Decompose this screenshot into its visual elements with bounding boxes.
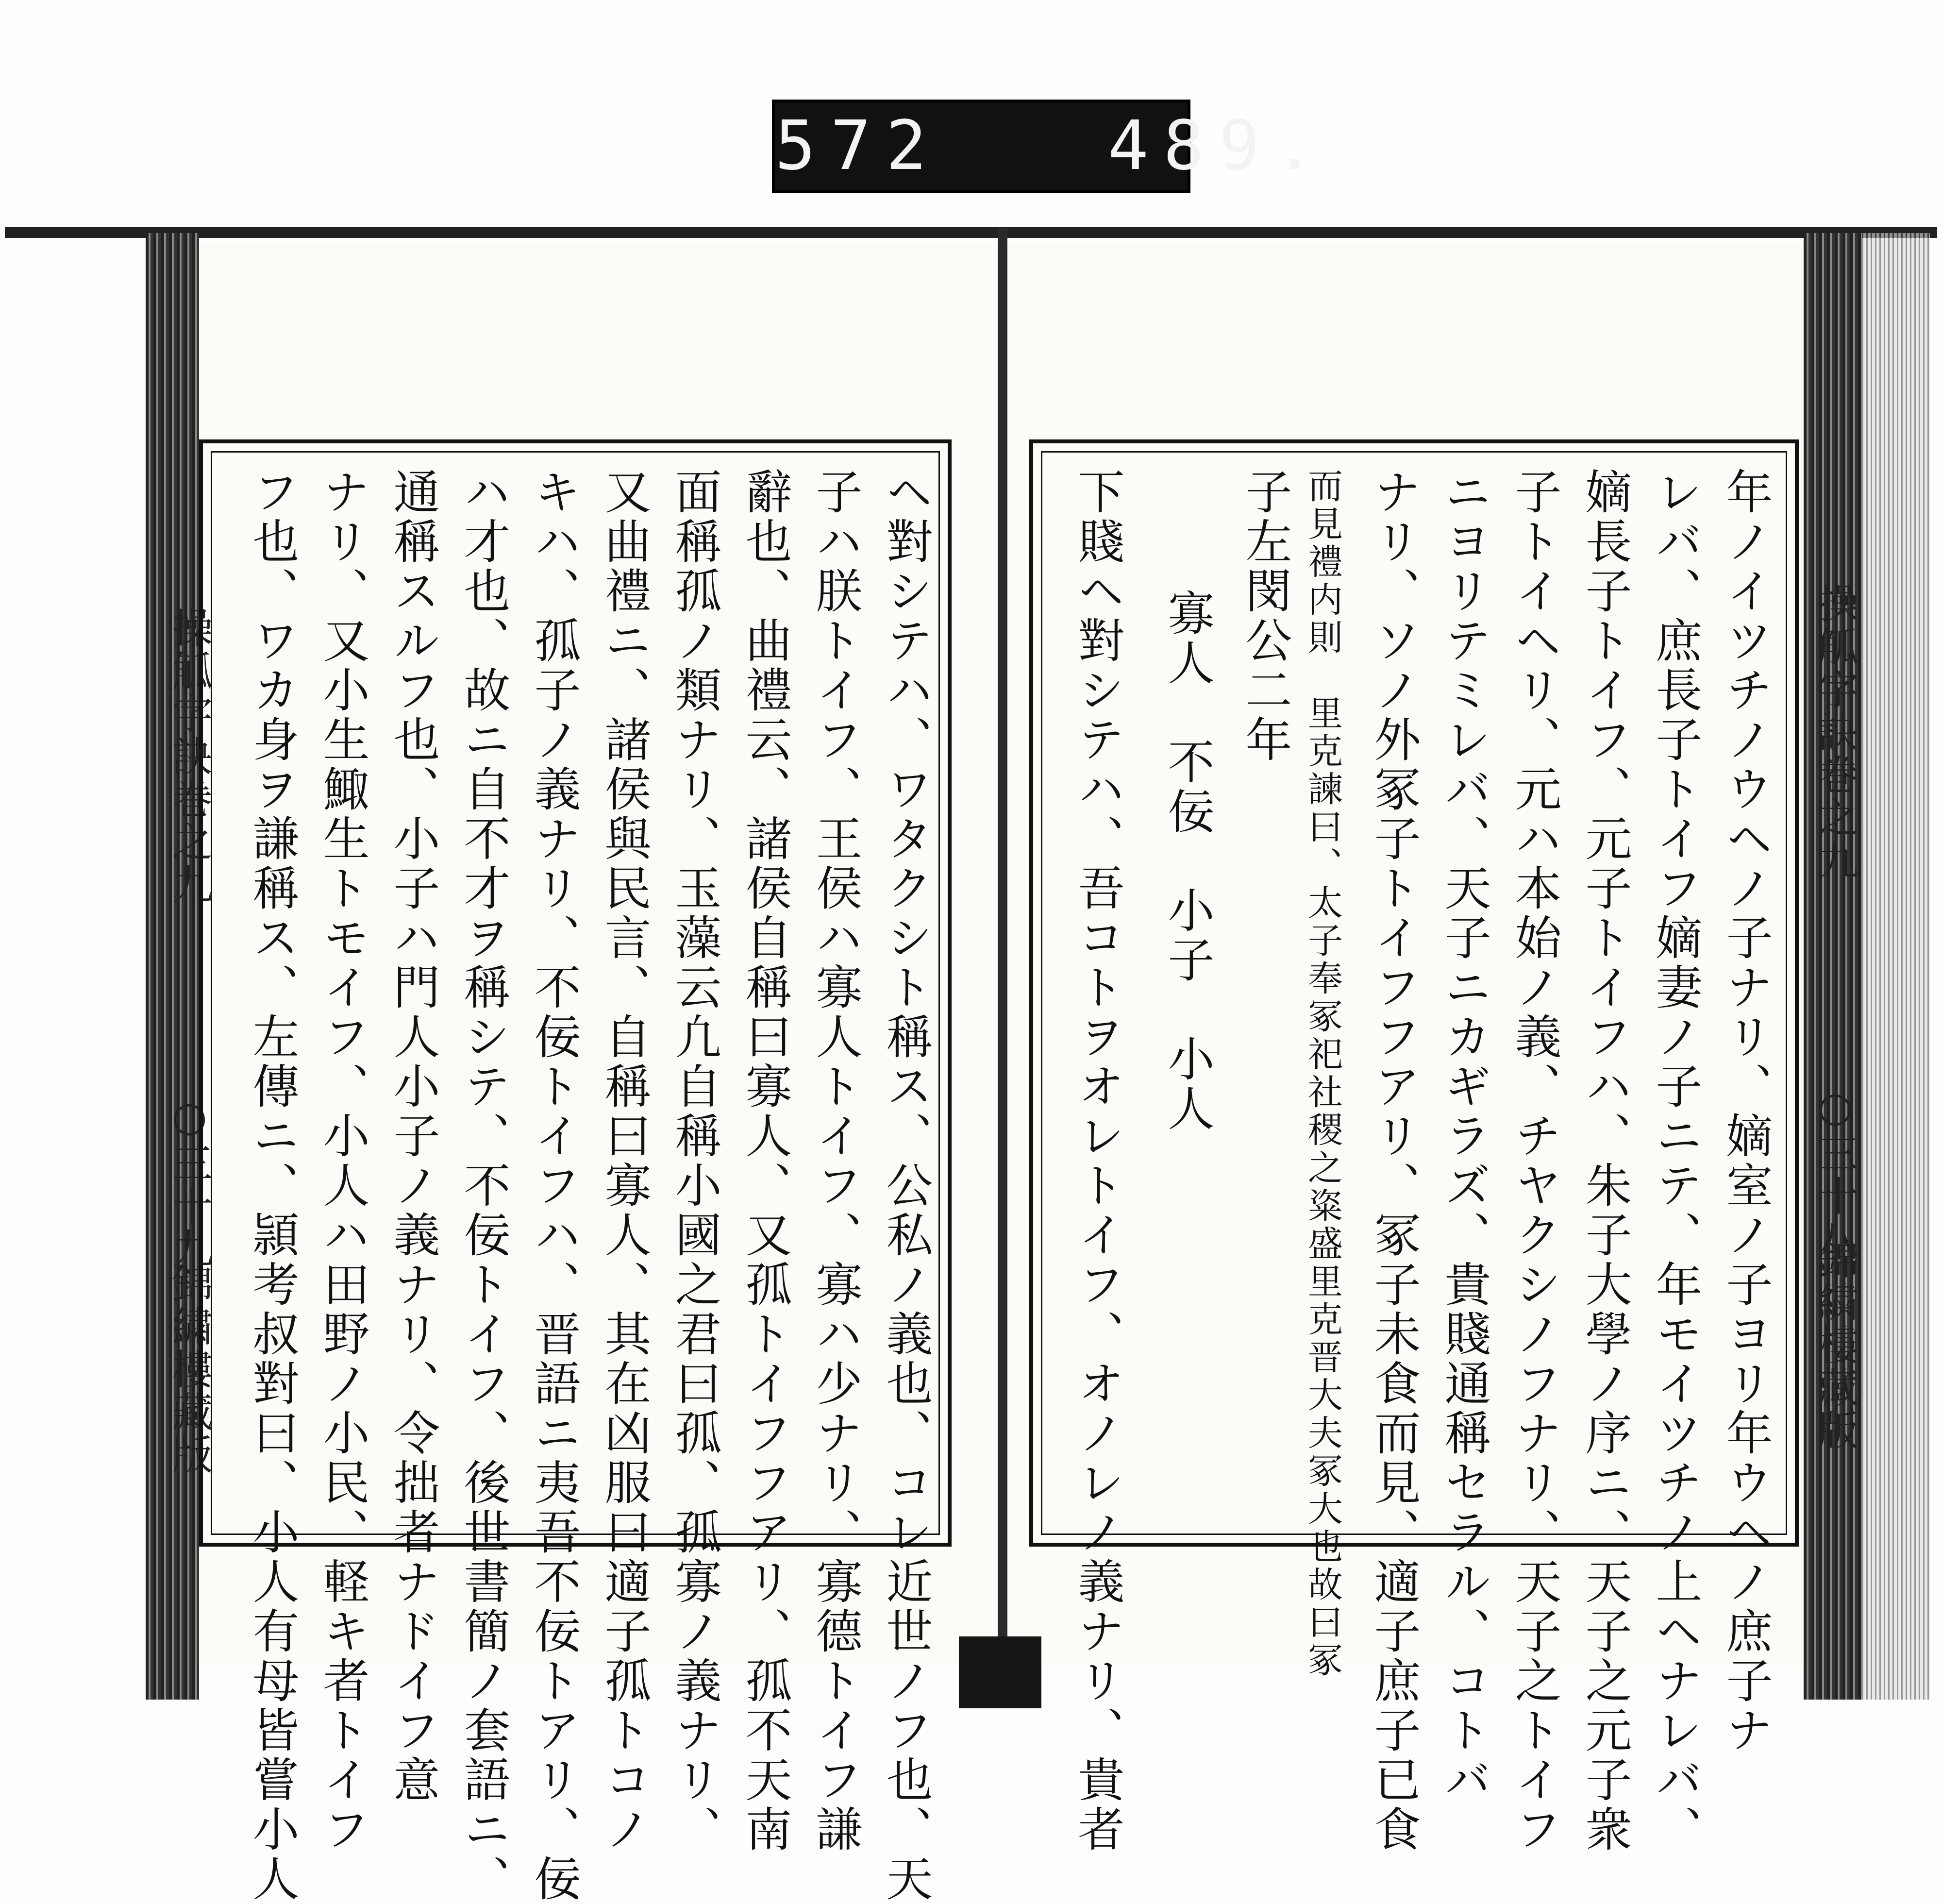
text-column: ナリ、ソノ外冢子トイフフアリ、冢子未食而見、適子庶子已食 (1367, 468, 1421, 1854)
text-column: ナリ、又小生鯫生トモイフ、小人ハ田野ノ小民、軽キ者トイフ (316, 468, 370, 1854)
text-column: 通稱スルフ也、小子ハ門人小子ノ義ナリ、令拙者ナドイフ意 (386, 468, 440, 1805)
text-column: キハ、孤子ノ義ナリ、不佞トイフハ、晋語ニ夷吾不佞トアリ、佞 (527, 468, 581, 1904)
text-column: ヘ對シテハ、ワタクシト稱ス、公私ノ義也、コレ近世ノフ也、天 (879, 468, 933, 1904)
left-margin-folio: ○三十九 (166, 1093, 213, 1270)
text-column: フ也、ワカ身ヲ謙稱ス、左傳ニ、頴考叔對曰、小人有母皆嘗小人 (245, 468, 300, 1904)
right-page-edge (1804, 233, 1862, 1700)
page-top-edge (5, 227, 1937, 238)
right-margin-folio: ○三十八 (1811, 1083, 1859, 1261)
left-margin-publisher: 錦繍樓藏版 (166, 1263, 213, 1476)
right-margin-title: 操觚字訣巻之九 (1811, 583, 1859, 882)
text-column: 子トイヘリ、元ハ本始ノ義、チヤクシノフナリ、天子之トイフ (1507, 468, 1562, 1854)
text-column: 嫡長子トイフ、元子トイフハ、朱子大學ノ序ニ、天子之元子衆 (1578, 468, 1632, 1854)
heading-column: 寡人 不佞 小子 小人 (1160, 589, 1215, 1134)
text-column: 面稱孤ノ類ナリ、玉藻云凢自稱小國之君曰孤、孤寡ノ義ナリ、 (668, 468, 722, 1854)
text-column: 子ハ朕トイフ、王侯ハ寡人トイフ、寡ハ少ナリ、寡德トイフ謙 (808, 468, 863, 1854)
left-text-frame (199, 439, 952, 1904)
text-column: ニヨリテミレバ、天子ニカギラズ、貴賤通稱セラル、コトバ (1437, 468, 1491, 1805)
right-margin-publisher: 錦繍樓藏版 (1811, 1238, 1859, 1452)
right-text-frame (1029, 439, 1799, 1854)
text-column: 子左閔公二年 (1238, 468, 1292, 765)
book-spine (998, 228, 1007, 1700)
text-column: 又曲禮ニ、諸侯與民言、自稱曰寡人、其在凶服曰適子孤トコノ (597, 468, 652, 1854)
text-column: 辭也、曲禮云、諸侯自稱曰寡人、又孤トイフフアリ、孤不天南 (738, 468, 792, 1854)
text-column: 下賤ヘ對シテハ、吾コトヲオレトイフ、オノレノ義ナリ、貴者 (1071, 468, 1125, 1854)
far-right-edge (1862, 233, 1930, 1700)
text-column: レバ、庶長子トイフ嫡妻ノ子ニテ、年モイツチノ上ヘナレバ、 (1648, 468, 1703, 1854)
book-tassel (959, 1636, 1041, 1708)
left-page-edge (146, 233, 199, 1700)
text-column: ハ才也、故ニ自不才ヲ稱シテ、不佞トイフ、後世書簡ノ套語ニ、 (456, 468, 511, 1904)
left-margin-title: 操觚字訣巻之九 (166, 607, 213, 906)
film-label: 572 489. (772, 100, 1190, 193)
text-column: 而見禮内則 里克諫曰、太子奉冢祀社稷之粢盛里克晋大夫冢大也故曰冢 (1302, 468, 1343, 1680)
text-column: 年ノイツチノウヘノ子ナリ、嫡室ノ子ヨリ年ウヘノ庶子ナ (1719, 468, 1773, 1755)
